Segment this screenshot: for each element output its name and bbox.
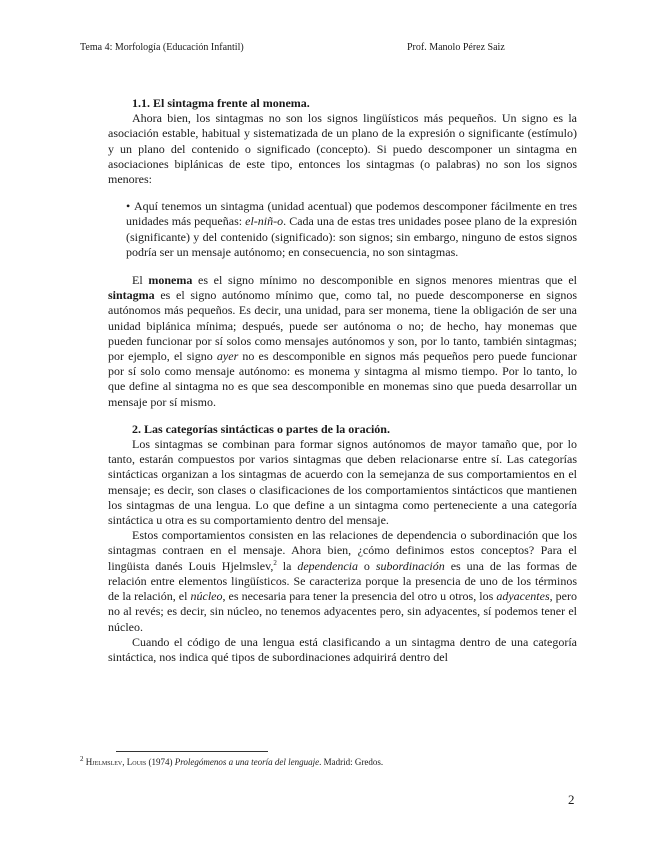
footnote-separator [116,751,268,752]
header-author: Prof. Manolo Pérez Saiz [407,42,505,53]
footnote-ref[interactable]: 2 [273,558,277,567]
footnote-publisher: . Madrid: Gredos. [319,757,384,767]
footnote-number: 2 [80,755,84,763]
term-ayer: ayer [216,349,239,364]
header-course-title: Tema 4: Morfología (Educación Infantil) [80,42,244,53]
footnote-title: Prolegómenos a una teoría del lenguaje [174,757,320,767]
term-adyacentes: adyacentes [496,589,550,604]
footnote [80,757,383,767]
section-heading-1-1: 1.1. El sintagma frente al monema. [132,96,310,110]
bullet-mark: • [126,199,131,214]
text-run: la [276,558,298,573]
text-run: no es descomponible en signos más pequeños pero puede funcionar por sí solo como mensaje autónomo: es monema y sintagma al mismo tiempo. Por lo tanto, lo que define al sintagma no es que sea descomponible en monemas sino que pueda desarrollar un mensaje por sí mismo. [108,349,577,409]
bullet-text-a: Aquí tenemos un sintagma (unidad acentual) que podemos descomponer fácilmente en tres unidades más pequeñas: [126,199,577,229]
bullet-example-word: el-niñ-o [245,214,284,229]
bullet-text-b: . Cada una de estas tres unidades posee plano de la expresión (significante) y del contenido (significado): son signos; sin embargo, ninguno de estos signos podría ser un mensaje autónomo; en consecuencia, no son sintagmas. [126,214,577,259]
page-number: 2 [568,792,575,807]
text-run: o [358,558,376,573]
term-subordinacion: subordinación [375,558,445,573]
term-nucleo: núcleo [190,589,223,604]
footnote-year: (1974) [146,757,175,767]
term-sintagma: sintagma [108,288,155,303]
section-heading-2: 2. Las categorías sintácticas o partes de la oración. [132,421,390,436]
text-run: , pero no al revés; es decir, sin núcleo, no tenemos adyacentes pero, sin adyacentes, sí podemos tener el núcleo. [108,589,577,634]
page-body [108,96,577,665]
text-run: El [132,273,149,288]
term-monema: monema [148,273,193,288]
footnote-author: Hjelmslev, Louis [85,757,147,767]
paragraph-codigo: Cuando el código de una lengua está clasificando a un sintagma dentro de una categoría sintáctica, nos indica qué tipos de subordinaciones adquirirá dentro del [108,634,577,664]
paragraph-categorias: Los sintagmas se combinan para formar signos autónomos de mayor tamaño que, por lo tanto, estarán compuestos por varios sintagmas que deben relacionarse entre sí. Las categorías sintácticas organizan a los sintagmas de acuerdo con la semejanza de sus comportamientos en el mensaje; es decir, son clases o clasificaciones de los comportamientos sintácticos que mantienen los sintagmas de una lengua. Lo que define a un sintagma como perteneciente a una categoría sintáctica u otra es su comportamiento dentro del mensaje. [108,437,577,528]
term-dependencia: dependencia [297,558,358,573]
paragraph-signo: Ahora bien, los sintagmas no son los signos lingüísticos más pequeños. Un signo es la asociación estable, habitual y sistematizada de un plano de la expresión o significante (estímulo) y un plano del contenido o significado (concepto). Si puedo descomponer un sintagma en asociaciones biplánicas de este tipo, entonces los sintagmas (o palabras) no son los signos menores: [108,111,577,187]
paragraph-dependencia [108,528,577,634]
paragraph-monema [108,273,577,410]
text-run: , es necesaria para tener la presencia del otro u otros, los [222,589,497,604]
text-run: es el signo mínimo no descomponible en signos menores mientras que el [192,273,577,288]
text-run: es el signo autónomo mínimo que, como tal, no puede descomponerse en signos autónomos más pequeños. Es decir, una unidad, para ser monema, tiene la obligación de ser una unidad biplánica mínima; después, puede ser autónoma o no; de hecho, hay monemas que pueden funcionar por sí solos como mensajes autónomos y son, por lo tanto, también sintagmas; por ejemplo, el signo [108,288,577,364]
text-run: es una de las formas de relación entre elementos lingüísticos. Se caracteriza porque la presencia de uno de los términos de la relación, el [108,558,577,604]
text-run: Estos comportamientos consisten en las relaciones de dependencia o subordinación que los sintagmas contraen en el mensaje. Ahora bien, ¿cómo definimos estos conceptos? Para el lingüista danés Louis Hjelmslev, [108,528,577,573]
bullet-example [126,199,577,260]
